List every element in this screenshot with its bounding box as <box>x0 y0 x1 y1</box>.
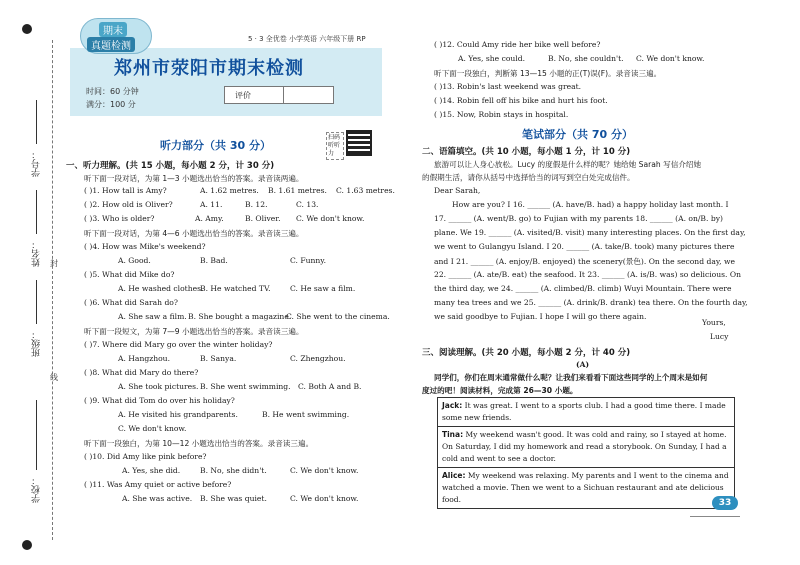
row-name: Jack: <box>442 401 463 410</box>
row-text: It was great. I went to a sports club. I had a good time there. I made some new friends. <box>442 401 726 422</box>
school-line <box>36 400 37 470</box>
q5-option-b[interactable]: B. He watched TV. <box>200 284 271 293</box>
question-7: ( )7. Where did Mary go over the winter holiday? <box>84 340 273 349</box>
q8-option-c[interactable]: C. Both A and B. <box>298 382 362 391</box>
q5-option-a[interactable]: A. He washed clothes. <box>118 284 204 293</box>
section-2-heading: 二、语篇填空。(共 10 小题，每小题 1 分，计 10 分) <box>422 147 631 157</box>
grade-box[interactable] <box>224 86 334 104</box>
q4-option-b[interactable]: B. Bad. <box>200 256 228 265</box>
letter-closing: Yours, <box>702 318 726 327</box>
letter-salutation: Dear Sarah, <box>434 186 481 195</box>
table-row <box>438 427 734 468</box>
writing-title: 笔试部分（共 70 分） <box>522 128 633 141</box>
question-14: ( )14. Robin fell off his bike and hurt his foot. <box>434 96 608 105</box>
question-2: ( )2. How old is Oliver? <box>84 200 173 209</box>
name-label: 姓名： <box>32 240 42 267</box>
question-8: ( )8. What did Mary do there? <box>84 368 199 377</box>
section-3-heading: 三、阅读理解。(共 20 小题，每小题 2 分，计 40 分) <box>422 348 631 358</box>
letter-signature: Lucy <box>710 332 729 341</box>
q6-option-c[interactable]: C. She went to the cinema. <box>286 312 390 321</box>
q4-option-c[interactable]: C. Funny. <box>290 256 327 265</box>
page-number: 33 <box>712 496 738 510</box>
seal-mark: 封 <box>50 259 58 268</box>
q2-option-b[interactable]: B. 12. <box>245 200 268 209</box>
section-1-heading: 一、听力理解。(共 15 小题，每小题 2 分，计 30 分) <box>66 161 275 171</box>
table-row <box>438 468 734 508</box>
page-divider <box>690 516 740 517</box>
letter-line-2: 17. ______ (A. went/B. go) to Fujian with my parents 18. ______ (A. on/B. by) <box>434 214 723 223</box>
row-name: Alice: <box>442 471 466 480</box>
q7-option-a[interactable]: A. Hangzhou. <box>118 354 170 363</box>
question-1: ( )1. How tall is Amy? <box>84 186 167 195</box>
name-line <box>36 190 37 234</box>
q3-option-a[interactable]: A. Amy. <box>195 214 224 223</box>
badge-top: 期末 <box>99 22 127 37</box>
letter-line-3: plane. We 19. ______ (A. visited/B. visit) many interesting places. On the first day, <box>434 228 746 237</box>
student-id-label: 学号： <box>32 150 42 177</box>
table-row <box>438 398 734 427</box>
q1-option-a[interactable]: A. 1.62 metres. <box>200 186 259 195</box>
exam-badge <box>80 18 152 54</box>
q4-option-a[interactable]: A. Good. <box>118 256 151 265</box>
reading-intro-1: 同学们，你们在周末通常做什么呢？让我们来看看下面这些同学的上个周末是如何 <box>434 373 708 382</box>
time-info: 时间：60 分钟 <box>86 87 139 96</box>
q2-option-c[interactable]: C. 13. <box>296 200 319 209</box>
q7-option-b[interactable]: B. Sanya. <box>200 354 237 363</box>
listening-title: 听力部分（共 30 分） <box>160 139 271 152</box>
q5-option-c[interactable]: C. He saw a film. <box>290 284 356 293</box>
q1-option-b[interactable]: B. 1.61 metres. <box>268 186 327 195</box>
row-name: Tina: <box>442 430 464 439</box>
letter-line-4: we went to Gulangyu Island. I 20. ______ (A. take/B. took) many pictures there <box>434 242 735 251</box>
q10-option-a[interactable]: A. Yes, she did. <box>122 466 181 475</box>
q11-option-c[interactable]: C. We don't know. <box>290 494 359 503</box>
q7-option-c[interactable]: C. Zhengzhou. <box>290 354 346 363</box>
binding-strip <box>0 0 58 565</box>
row-text: My weekend wasn't good. It was cold and rainy, so I stayed at home. On Saturday, I did my homework and read a storybook. On Sunday, I had a cold and went to see a doctor. <box>442 430 727 463</box>
q12-option-a[interactable]: A. Yes, she could. <box>458 54 525 63</box>
intro-1: 听下面一段对话，为第 1—3 小题选出恰当的答案。录音读两遍。 <box>84 174 304 183</box>
part-a-label: (A) <box>576 360 590 369</box>
q9-option-c[interactable]: C. We don't know. <box>118 424 187 433</box>
question-3: ( )3. Who is older? <box>84 214 155 223</box>
qr-code-icon[interactable] <box>346 130 372 156</box>
q3-option-c[interactable]: C. We don't know. <box>296 214 365 223</box>
letter-line-7: the third day, we 24. ______ (A. climbed/B. climb) Wuyi Mountain. There were <box>434 284 732 293</box>
letter-line-1: How are you? I 16. ______ (A. have/B. had) a happy holiday last month. I <box>452 200 729 209</box>
pin-icon <box>22 540 32 550</box>
line-mark: 线 <box>50 373 58 382</box>
intro-4: 听下面一段独白，为第 10—12 小题选出恰当的答案。录音读三遍。 <box>84 439 314 448</box>
q8-option-a[interactable]: A. She took pictures. <box>118 382 199 391</box>
q11-option-b[interactable]: B. She was quiet. <box>200 494 267 503</box>
question-11: ( )11. Was Amy quiet or active before? <box>84 480 232 489</box>
cut-line <box>52 40 53 540</box>
q8-option-b[interactable]: B. She went swimming. <box>200 382 291 391</box>
question-13: ( )13. Robin's last weekend was great. <box>434 82 582 91</box>
q12-option-c[interactable]: C. We don't know. <box>636 54 705 63</box>
letter-line-8: many tea trees and we 25. ______ (A. drink/B. drank) tea there. On the fourth day, <box>434 298 748 307</box>
q10-option-c[interactable]: C. We don't know. <box>290 466 359 475</box>
intro-2: 听下面一段对话，为第 4—6 小题选出恰当的答案。录音读三遍。 <box>84 229 304 238</box>
qr-label: 扫码听听力 <box>326 132 344 160</box>
q6-option-a[interactable]: A. She saw a film. <box>118 312 187 321</box>
q12-option-b[interactable]: B. No, she couldn't. <box>548 54 624 63</box>
exam-title: 郑州市荥阳市期末检测 <box>114 58 304 79</box>
q3-option-b[interactable]: B. Oliver. <box>245 214 281 223</box>
reading-intro-2: 度过的吧！阅读材料，完成第 26—30 小题。 <box>422 386 578 395</box>
letter-line-9: we said goodbye to Fujian. I hope I will go there again. <box>434 312 647 321</box>
q6-option-b[interactable]: B. She bought a magazine. <box>188 312 292 321</box>
badge-bottom: 真题检测 <box>87 37 135 52</box>
section-2-intro-2: 的假期生活，请你从括号中选择恰当的词写到空白处完成信件。 <box>422 173 635 182</box>
q11-option-a[interactable]: A. She was active. <box>122 494 193 503</box>
q1-option-c[interactable]: C. 1.63 metres. <box>336 186 395 195</box>
question-12: ( )12. Could Amy ride her bike well before? <box>434 40 601 49</box>
q9-option-b[interactable]: B. He went swimming. <box>262 410 350 419</box>
reading-table <box>437 397 735 509</box>
question-10: ( )10. Did Amy like pink before? <box>84 452 207 461</box>
section-2-intro-1: 旅游可以让人身心放松。Lucy 的度假是什么样的呢？她给她 Sarah 写信介绍她 <box>434 160 702 169</box>
question-4: ( )4. How was Mike's weekend? <box>84 242 206 251</box>
question-5: ( )5. What did Mike do? <box>84 270 175 279</box>
pin-icon <box>22 24 32 34</box>
intro-5: 听下面一段独白，判断第 13—15 小题的正(T)误(F)。录音读三遍。 <box>434 69 662 78</box>
question-9: ( )9. What did Tom do over his holiday? <box>84 396 235 405</box>
score-info: 满分：100 分 <box>86 100 136 109</box>
question-6: ( )6. What did Sarah do? <box>84 298 178 307</box>
letter-line-6: 22. ______ (A. ate/B. eat) the seafood. It 23. ______ (A. is/B. was) so delicious. On <box>434 270 741 279</box>
row-text: My weekend was relaxing. My parents and I went to the cinema and watched a movie. Then we went to a Sichuan restaurant and ate delicious food. <box>442 471 729 504</box>
class-line <box>36 280 37 324</box>
grade-label: 评价 <box>235 91 251 100</box>
intro-3: 听下面一段短文，为第 7—9 小题选出恰当的答案。录音读三遍。 <box>84 327 304 336</box>
question-15: ( )15. Now, Robin stays in hospital. <box>434 110 569 119</box>
series-label: 5 · 3 全优卷 小学英语 六年级下册 RP <box>248 35 366 43</box>
school-label: 学校： <box>32 476 42 503</box>
letter-line-5: and I 21. ______ (A. enjoy/B. enjoyed) the scenery(景色). On the second day, we <box>434 257 735 266</box>
q10-option-b[interactable]: B. No, she didn't. <box>200 466 267 475</box>
grade-divider <box>283 87 284 103</box>
q2-option-a[interactable]: A. 11. <box>200 200 223 209</box>
class-label: 班级： <box>32 330 42 357</box>
student-id-line <box>36 100 37 144</box>
q9-option-a[interactable]: A. He visited his grandparents. <box>118 410 238 419</box>
